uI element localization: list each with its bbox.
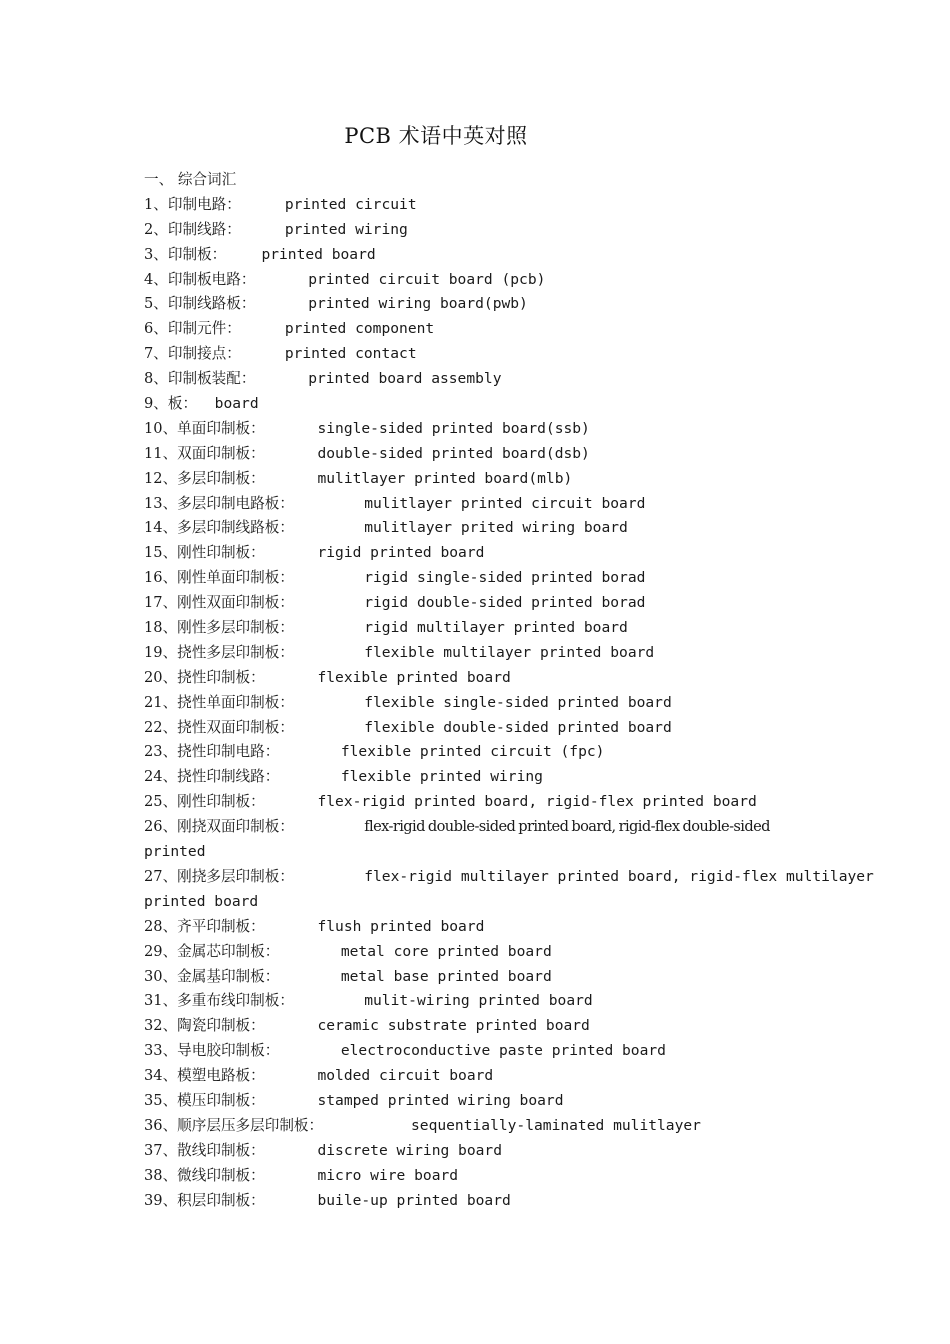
term-number: 5、: [144, 295, 168, 313]
term-number: 15、: [144, 544, 178, 562]
term-spacer: [279, 768, 341, 785]
term-entry: [144, 218, 824, 243]
term-chinese: 刚性多层印制板：: [177, 619, 294, 637]
term-number: 31、: [144, 992, 178, 1010]
term-entry: [144, 1039, 824, 1064]
term-number: 24、: [144, 768, 178, 786]
term-chinese: 多层印制电路板：: [177, 494, 294, 512]
term-spacer: [265, 1017, 318, 1034]
term-english: printed board assembly: [308, 370, 502, 388]
term-number: 7、: [144, 345, 168, 363]
term-list: [144, 168, 874, 1213]
term-entry: [144, 467, 824, 492]
term-english: stamped printed wiring board: [317, 1091, 564, 1109]
term-english: sequentially-laminated mulitlayer: [411, 1116, 701, 1134]
term-number: 4、: [144, 270, 168, 288]
term-number: 37、: [144, 1141, 178, 1159]
term-number: 26、: [144, 818, 178, 836]
term-chinese: 模压印制板：: [177, 1091, 265, 1109]
term-english: mulitlayer prited wiring board: [364, 519, 628, 537]
term-spacer: [323, 1117, 411, 1134]
term-english: double-sided printed board(dsb): [317, 444, 590, 462]
term-spacer: [226, 246, 261, 263]
term-entry: [144, 940, 824, 965]
term-entry: [144, 492, 824, 517]
term-entry: [144, 268, 824, 293]
term-entry: [144, 1089, 824, 1114]
term-chinese: 积层印制板：: [177, 1191, 265, 1209]
term-english: flexible printed board: [317, 668, 511, 686]
term-spacer: [294, 868, 364, 885]
term-entry: [144, 1189, 824, 1214]
term-spacer: [294, 495, 364, 512]
term-entry: [144, 790, 824, 815]
term-spacer: [255, 271, 308, 288]
term-spacer: [279, 743, 341, 760]
term-number: 33、: [144, 1042, 178, 1060]
term-chinese: 刚性单面印制板：: [177, 569, 294, 587]
term-entry: [144, 392, 824, 417]
term-number: 2、: [144, 220, 168, 238]
term-chinese: 导电胶印制板：: [177, 1042, 280, 1060]
term-chinese: 多层印制线路板：: [177, 519, 294, 537]
term-english: micro wire board: [317, 1166, 459, 1184]
term-entry: [144, 740, 824, 765]
term-number: 21、: [144, 693, 178, 711]
page-title: PCB 术语中英对照: [344, 124, 528, 148]
term-number: 36、: [144, 1116, 178, 1134]
term-entry: [144, 317, 824, 342]
term-entry: [144, 765, 824, 790]
term-entry: [144, 815, 824, 840]
term-english: rigid printed board: [317, 544, 485, 562]
term-entry: [144, 516, 824, 541]
term-spacer: [197, 395, 215, 412]
term-spacer: [255, 295, 308, 312]
term-number: 1、: [144, 195, 168, 213]
term-number: 19、: [144, 643, 178, 661]
term-entry: [144, 1064, 824, 1089]
term-chinese: 挠性印制电路：: [177, 743, 280, 761]
term-number: 11、: [144, 444, 178, 462]
term-english: printed wiring: [284, 220, 408, 238]
term-english: flex-rigid printed board, rigid-flex printed board: [317, 793, 757, 811]
term-entry: [144, 965, 824, 990]
term-english: electroconductive paste printed board: [340, 1042, 666, 1060]
term-english: discrete wiring board: [317, 1141, 502, 1159]
term-spacer: [255, 370, 308, 387]
term-chinese: 双面印制板：: [177, 444, 265, 462]
term-number: 10、: [144, 419, 178, 437]
term-chinese: 印制板电路：: [167, 270, 256, 288]
term-spacer: [294, 818, 364, 835]
term-number: 16、: [144, 569, 178, 587]
term-spacer: [241, 345, 285, 362]
term-entry: [144, 417, 824, 442]
term-entry: [144, 691, 824, 716]
term-number: 35、: [144, 1091, 178, 1109]
term-spacer: [294, 644, 364, 661]
term-chinese: 挠性双面印制板：: [177, 718, 294, 736]
term-spacer: [294, 694, 364, 711]
term-entry: [144, 342, 824, 367]
term-english-continued: printed: [144, 843, 206, 861]
term-entry: [144, 616, 824, 641]
term-english: flexible double-sided printed board: [364, 718, 672, 736]
term-entry: [144, 989, 824, 1014]
term-chinese: 挠性多层印制板：: [177, 643, 294, 661]
term-number: 25、: [144, 793, 178, 811]
term-number: 18、: [144, 619, 178, 637]
term-number: 3、: [144, 245, 168, 263]
term-chinese: 散线印制板：: [177, 1141, 265, 1159]
term-spacer: [265, 1067, 318, 1084]
term-chinese: 印制板装配：: [167, 370, 256, 388]
term-chinese: 挠性单面印制板：: [177, 693, 294, 711]
term-english: printed circuit board (pcb): [308, 270, 546, 288]
term-spacer: [265, 1192, 318, 1209]
term-spacer: [294, 992, 364, 1009]
term-number: 23、: [144, 743, 178, 761]
term-spacer: [265, 1092, 318, 1109]
term-entry: [144, 591, 824, 616]
term-english: rigid single-sided printed borad: [364, 569, 646, 587]
term-chinese: 印制元件：: [167, 320, 241, 338]
term-entry: [144, 541, 824, 566]
term-chinese: 印制板：: [167, 245, 227, 263]
term-spacer: [294, 519, 364, 536]
term-english: flex-rigid multilayer printed board, rigid-flex multilayer: [364, 867, 874, 885]
term-chinese: 模塑电路板：: [177, 1067, 265, 1085]
term-english: metal core printed board: [340, 942, 552, 960]
term-number: 14、: [144, 519, 178, 537]
term-english: mulit-wiring printed board: [364, 992, 593, 1010]
term-chinese: 齐平印制板：: [177, 917, 265, 935]
term-english: rigid multilayer printed board: [364, 619, 628, 637]
term-english: flexible printed wiring: [340, 768, 543, 786]
term-spacer: [279, 968, 341, 985]
term-spacer: [265, 470, 318, 487]
term-chinese: 印制接点：: [167, 345, 241, 363]
term-spacer: [294, 594, 364, 611]
term-english: buile-up printed board: [317, 1191, 511, 1209]
section-header-text: 一、 综合词汇: [144, 171, 237, 188]
term-english: mulitlayer printed board(mlb): [317, 469, 573, 487]
term-english-continuation: [144, 840, 824, 865]
term-english: printed wiring board(pwb): [308, 295, 528, 313]
section-header: [144, 168, 824, 193]
term-english: flexible printed circuit (fpc): [340, 743, 605, 761]
term-chinese: 挠性印制线路：: [177, 768, 280, 786]
term-spacer: [241, 221, 285, 238]
term-number: 38、: [144, 1166, 178, 1184]
term-spacer: [241, 320, 285, 337]
term-spacer: [265, 1142, 318, 1159]
term-english: mulitlayer printed circuit board: [364, 494, 646, 512]
term-english: printed component: [284, 320, 435, 338]
term-entry: [144, 666, 824, 691]
term-english-continuation: [144, 890, 824, 915]
term-chinese: 单面印制板：: [177, 419, 265, 437]
term-spacer: [279, 1042, 341, 1059]
term-entry: [144, 641, 824, 666]
term-entry: [144, 292, 824, 317]
term-english: rigid double-sided printed borad: [364, 594, 646, 612]
term-chinese: 刚性印制板：: [177, 544, 265, 562]
term-chinese: 刚挠多层印制板：: [177, 867, 294, 885]
term-spacer: [265, 793, 318, 810]
term-english: flex-rigid double-sided printed board, rigid-flex double-sided: [364, 818, 770, 836]
term-number: 9、: [144, 395, 168, 413]
term-english: flexible single-sided printed board: [364, 693, 672, 711]
term-entry: [144, 442, 824, 467]
term-chinese: 金属基印制板：: [177, 967, 280, 985]
term-number: 32、: [144, 1017, 178, 1035]
term-spacer: [279, 943, 341, 960]
term-entry: [144, 193, 824, 218]
term-entry: [144, 865, 874, 890]
term-spacer: [265, 918, 318, 935]
term-english: ceramic substrate printed board: [317, 1017, 590, 1035]
term-english: printed board: [261, 245, 376, 263]
term-entry: [144, 716, 824, 741]
term-number: 39、: [144, 1191, 178, 1209]
term-chinese: 刚性双面印制板：: [177, 594, 294, 612]
term-number: 34、: [144, 1067, 178, 1085]
term-chinese: 刚挠双面印制板：: [177, 818, 294, 836]
term-chinese: 刚性印制板：: [177, 793, 265, 811]
term-english: flush printed board: [317, 917, 485, 935]
term-chinese: 多重布线印制板：: [177, 992, 294, 1010]
term-chinese: 印制线路：: [167, 220, 241, 238]
term-chinese: 印制线路板：: [167, 295, 256, 313]
term-number: 30、: [144, 967, 178, 985]
term-english: flexible multilayer printed board: [364, 643, 655, 661]
term-english: metal base printed board: [340, 967, 552, 985]
term-spacer: [265, 669, 318, 686]
term-english-continued: printed board: [144, 892, 259, 910]
term-spacer: [265, 544, 318, 561]
term-number: 29、: [144, 942, 178, 960]
term-entry: [144, 367, 824, 392]
term-chinese: 挠性印制板：: [177, 668, 265, 686]
term-english: printed circuit: [284, 195, 417, 213]
term-number: 22、: [144, 718, 178, 736]
term-chinese: 顺序层压多层印制板：: [177, 1116, 324, 1134]
term-spacer: [294, 569, 364, 586]
term-spacer: [265, 445, 318, 462]
term-number: 8、: [144, 370, 168, 388]
term-number: 20、: [144, 668, 178, 686]
term-chinese: 陶瓷印制板：: [177, 1017, 265, 1035]
term-chinese: 板：: [167, 395, 198, 413]
term-entry: [144, 1139, 824, 1164]
term-english: board: [214, 395, 259, 413]
term-english: printed contact: [284, 345, 417, 363]
term-entry: [144, 1164, 824, 1189]
term-number: 6、: [144, 320, 168, 338]
term-english: single-sided printed board(ssb): [317, 419, 590, 437]
term-number: 28、: [144, 917, 178, 935]
term-chinese: 印制电路：: [167, 195, 241, 213]
term-spacer: [265, 420, 318, 437]
term-spacer: [294, 719, 364, 736]
term-number: 17、: [144, 594, 178, 612]
term-spacer: [265, 1167, 318, 1184]
term-entry: [144, 915, 824, 940]
term-english: molded circuit board: [317, 1067, 494, 1085]
term-entry: [144, 566, 824, 591]
term-spacer: [241, 196, 285, 213]
term-chinese: 多层印制板：: [177, 469, 265, 487]
term-entry: [144, 1114, 824, 1139]
term-spacer: [294, 619, 364, 636]
term-entry: [144, 1014, 824, 1039]
term-number: 27、: [144, 867, 178, 885]
term-number: 13、: [144, 494, 178, 512]
term-entry: [144, 243, 824, 268]
term-chinese: 微线印制板：: [177, 1166, 265, 1184]
term-chinese: 金属芯印制板：: [177, 942, 280, 960]
term-number: 12、: [144, 469, 178, 487]
